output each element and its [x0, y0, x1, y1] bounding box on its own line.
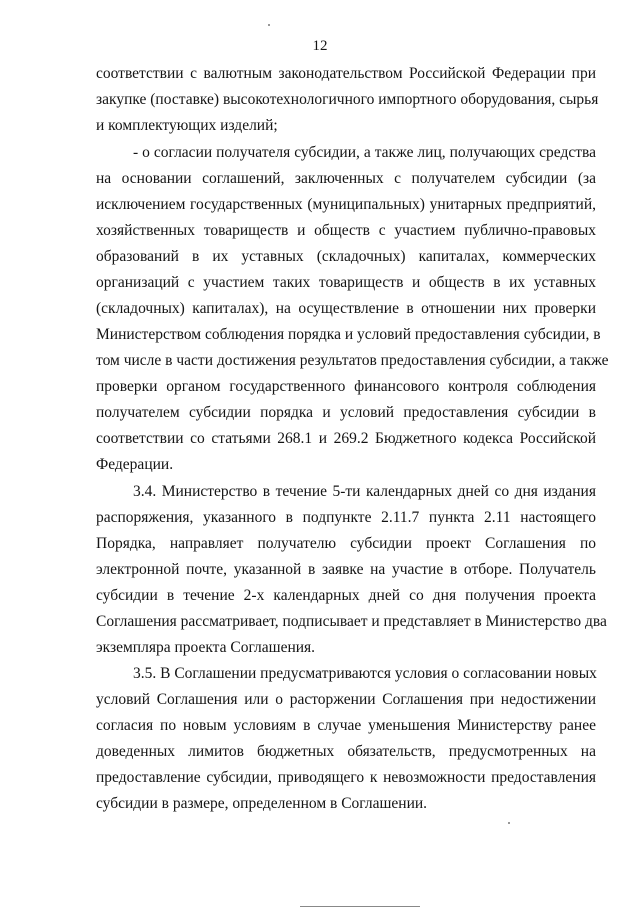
text-line: (складочных) капиталах), на осуществление в отношении них проверки — [96, 300, 596, 317]
text-line: Федерации. — [96, 456, 174, 473]
scan-edge-line — [300, 906, 420, 907]
text-line: согласия по новым условиям в случае уменьшения Министерству ранее — [96, 717, 596, 734]
text-line: 3.5. В Соглашении предусматриваются условия о согласовании новых — [133, 665, 597, 682]
text-line: 3.4. Министерство в течение 5-ти календарных дней со дня издания — [133, 483, 596, 500]
text-line: Порядка, направляет получателю субсидии проект Соглашения по — [96, 535, 596, 552]
text-line: Министерством соблюдения порядка и условий предоставления субсидии, в — [96, 326, 601, 343]
scan-speck — [508, 822, 510, 824]
text-line: предоставление субсидии, приводящего к невозможности предоставления — [96, 769, 596, 786]
text-line: соответствии со статьями 268.1 и 269.2 Бюджетного кодекса Российской — [96, 430, 596, 447]
text-line: экземпляра проекта Соглашения. — [96, 639, 316, 656]
page-number: 12 — [312, 38, 328, 54]
text-line: получателем субсидии порядка и условий предоставления субсидии в — [96, 404, 596, 421]
text-line: на основании соглашений, заключенных с получателем субсидии (за — [96, 170, 596, 187]
text-line: соответствии с валютным законодательством Российской Федерации при — [96, 65, 596, 82]
text-line: исключением государственных (муниципальных) унитарных предприятий, — [96, 196, 596, 213]
text-line: электронной почте, указанной в заявке на участие в отборе. Получатель — [96, 561, 596, 578]
text-line: закупке (поставке) высокотехнологичного импортного оборудования, сырья — [96, 91, 599, 108]
text-line: проверки органом государственного финансового контроля соблюдения — [96, 378, 596, 395]
text-line: субсидии в течение 2-х календарных дней со дня получения проекта — [96, 587, 596, 604]
text-line: субсидии в размере, определенном в Соглашении. — [96, 795, 428, 812]
scan-speck — [268, 24, 270, 26]
text-line: распоряжения, указанного в подпункте 2.11.7 пункта 2.11 настоящего — [96, 509, 596, 526]
text-line: - о согласии получателя субсидии, а также лиц, получающих средства — [133, 144, 596, 161]
text-line: образований в их уставных (складочных) капиталах, коммерческих — [96, 248, 596, 265]
text-line: том числе в части достижения результатов предоставления субсидии, а также — [96, 352, 609, 369]
text-line: хозяйственных товариществ и обществ с участием публично-правовых — [96, 222, 596, 239]
text-line: Соглашения рассматривает, подписывает и представляет в Министерство два — [96, 613, 607, 630]
text-line: и комплектующих изделий; — [96, 117, 278, 134]
text-line: организаций с участием таких товариществ и обществ в их уставных — [96, 274, 596, 291]
text-line: условий Соглашения или о расторжении Соглашения при недостижении — [96, 691, 596, 708]
text-line: доведенных лимитов бюджетных обязательств, предусмотренных на — [96, 743, 596, 760]
